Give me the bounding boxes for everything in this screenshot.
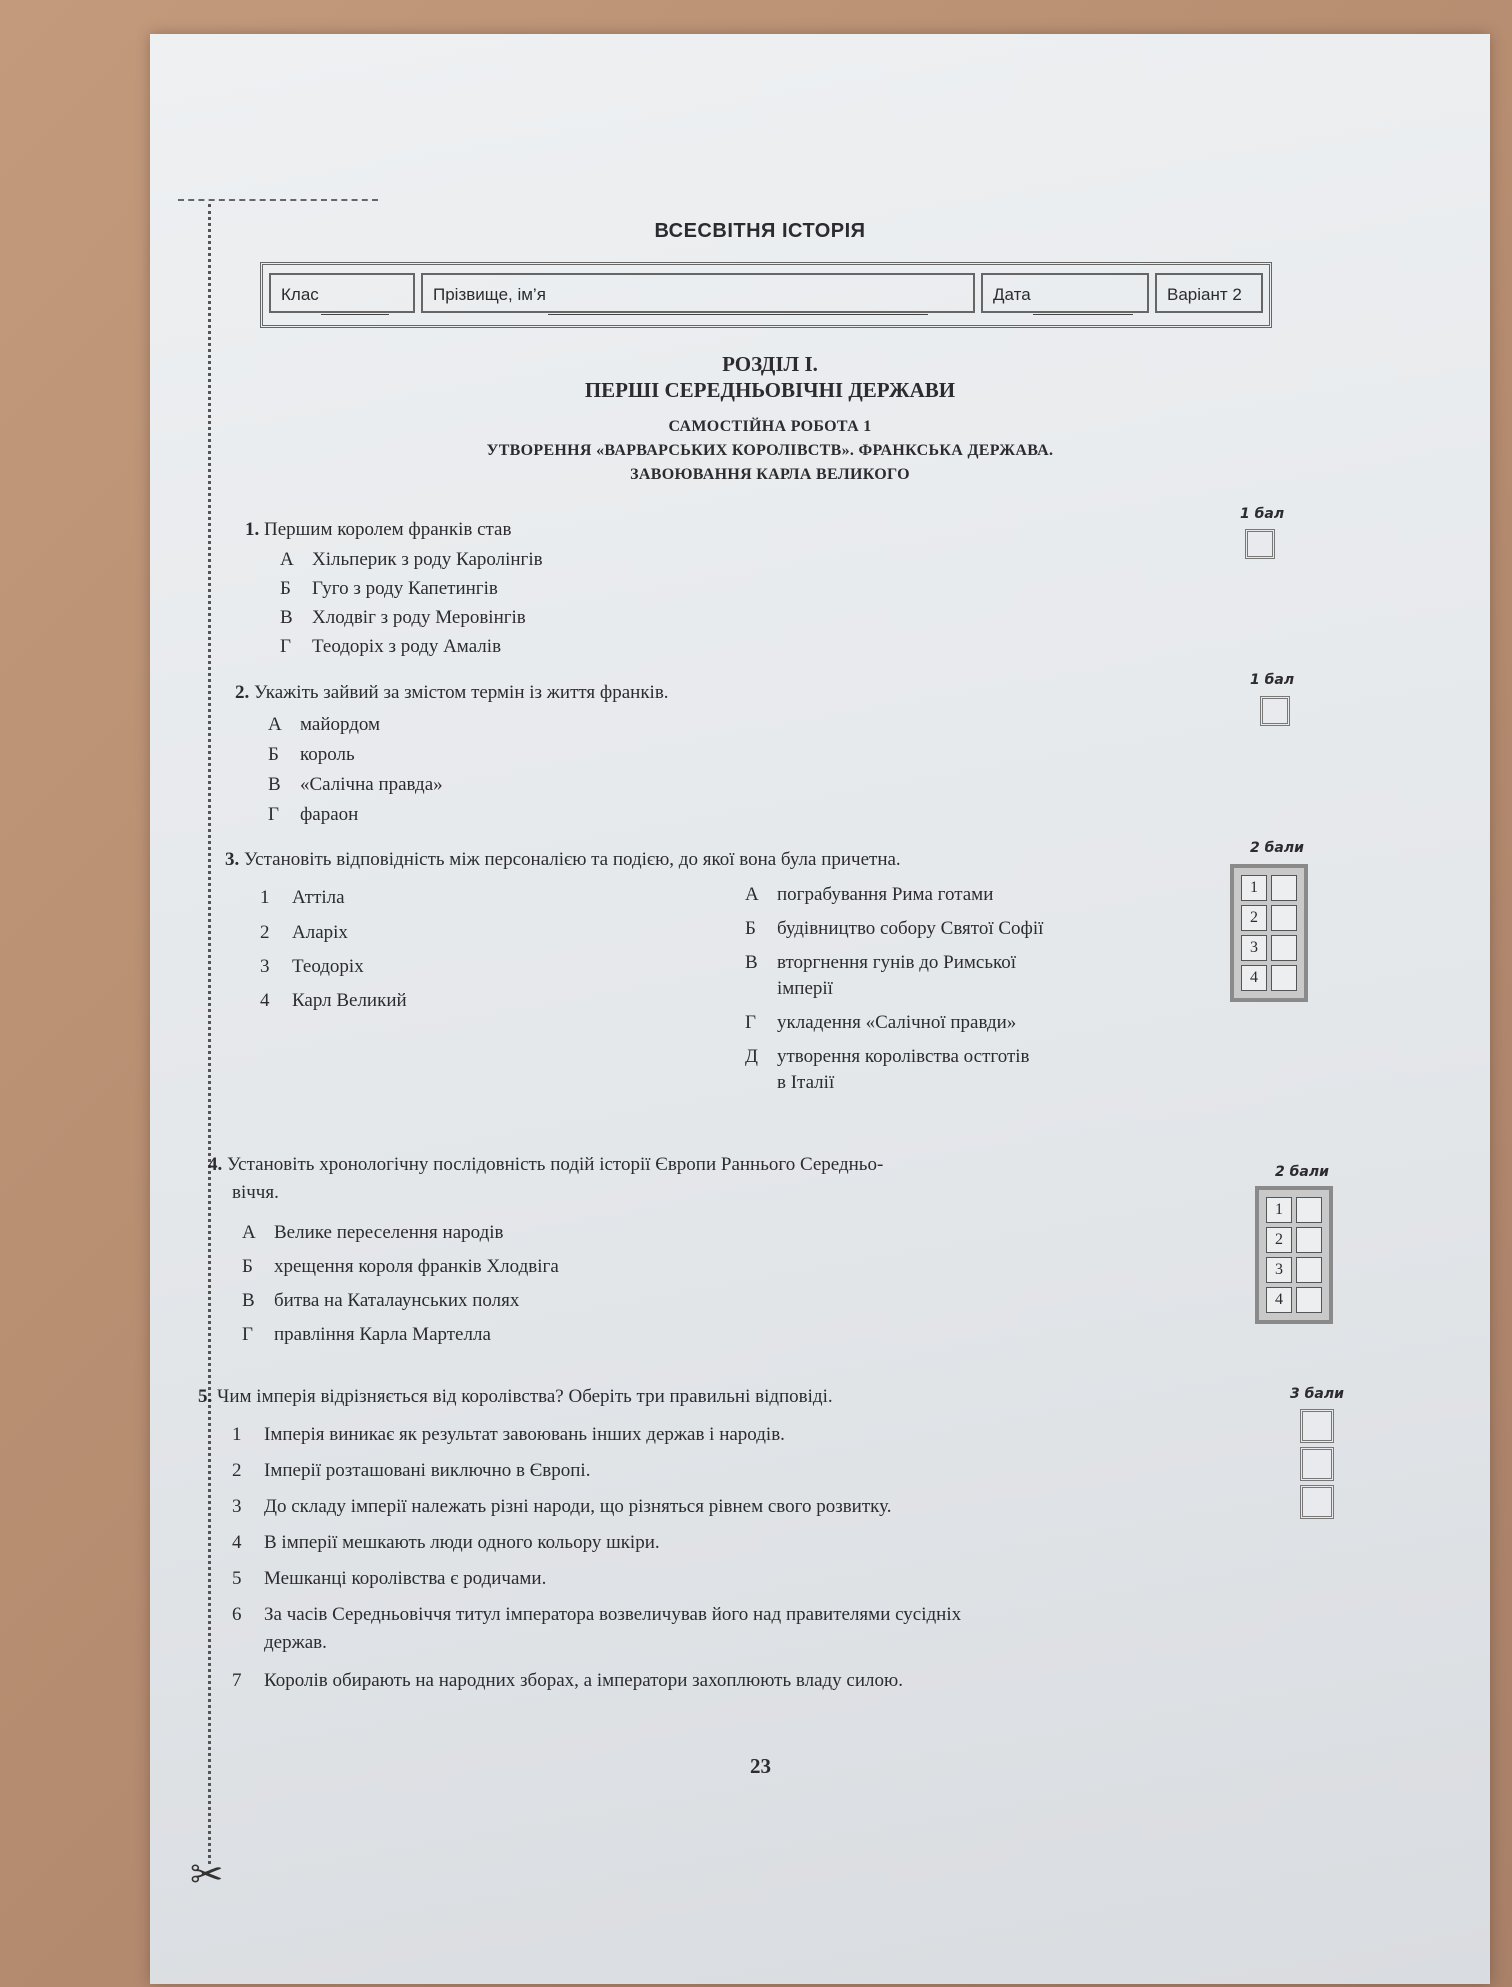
- q5-score: 3 бали: [1290, 1386, 1344, 1402]
- q3-answer-grid: [1230, 864, 1308, 1002]
- q3-event-v-cont: імперії: [777, 978, 833, 999]
- name-field[interactable]: [421, 273, 975, 313]
- q1-option-v: В Хлодвіг з роду Меровінгів: [280, 607, 526, 628]
- question-text: Першим королем франків став: [264, 519, 512, 540]
- q3-event-v: В вторгнення гунів до Римської: [745, 952, 1017, 973]
- section-subtitle: ПЕРШІ СЕРЕДНЬОВІЧНІ ДЕРЖАВИ: [584, 378, 956, 402]
- variant-label: Варіант 2: [1155, 273, 1263, 313]
- grid-row-label: 1: [1241, 875, 1267, 901]
- question-number: 3.: [225, 849, 240, 870]
- q2-option-v: В «Салічна правда»: [268, 774, 443, 795]
- answer-cell[interactable]: [1271, 875, 1297, 901]
- section-title: РОЗДІЛ І.: [722, 352, 818, 376]
- work-title: САМОСТІЙНА РОБОТА 1: [668, 418, 872, 435]
- q3-person-3: 3 Теодоріх: [260, 956, 364, 977]
- q3-person-1: 1 Аттіла: [260, 887, 345, 908]
- grid-row-label: 2: [1241, 905, 1267, 931]
- q4-option-h: Г правління Карла Мартелла: [242, 1324, 491, 1345]
- question-text: Установіть хронологічну послідовність подій історії Європи Раннього Середньо-: [227, 1154, 884, 1175]
- q5-option-2: 2 Імперії розташовані виключно в Європі.: [232, 1460, 591, 1481]
- q2-answer-box[interactable]: [1260, 696, 1290, 726]
- topic-line-1: УТВОРЕННЯ «ВАРВАРСЬКИХ КОРОЛІВСТВ». ФРАНКСЬКА ДЕРЖАВА.: [486, 442, 1054, 459]
- q5-option-5: 5 Мешканці королівства є родичами.: [232, 1568, 547, 1589]
- question-text: Укажіть зайвий за змістом термін із життя франків.: [254, 682, 669, 703]
- q3-person-4: 4 Карл Великий: [260, 990, 407, 1011]
- q3-score: 2 бали: [1250, 840, 1304, 856]
- q3-person-2: 2 Аларіх: [260, 922, 348, 943]
- answer-cell[interactable]: [1271, 905, 1297, 931]
- student-info-form: [260, 262, 1272, 328]
- answer-cell[interactable]: [1271, 965, 1297, 991]
- q1-option-b: Б Гуго з роду Капетингів: [280, 578, 498, 599]
- q2-option-h: Г фараон: [268, 804, 359, 825]
- q4-option-b: Б хрещення короля франків Хлодвіга: [242, 1256, 559, 1277]
- q4-option-a: А Велике переселення народів: [242, 1222, 504, 1243]
- answer-cell[interactable]: [1271, 935, 1297, 961]
- q5-option-4: 4 В імперії мешкають люди одного кольору шкіри.: [232, 1532, 660, 1553]
- class-label: Клас: [281, 285, 319, 304]
- answer-cell[interactable]: [1296, 1287, 1322, 1313]
- q3-event-d-cont: в Італії: [777, 1072, 835, 1093]
- q3-event-b: Б будівництво собору Святої Софії: [745, 918, 1044, 939]
- answer-cell[interactable]: [1296, 1227, 1322, 1253]
- date-label: Дата: [993, 285, 1031, 304]
- q2-option-a: А майордом: [268, 714, 381, 735]
- page-number: 23: [750, 1754, 771, 1778]
- question-4-cont: віччя.: [232, 1182, 279, 1203]
- q5-option-7: 7 Королів обирають на народних зборах, а імператори захоплюють владу силою.: [232, 1670, 903, 1691]
- question-text: Чим імперія відрізняється від королівства? Оберіть три правильні відповіді.: [217, 1386, 833, 1407]
- question-4: [208, 1154, 883, 1176]
- grid-row-label: 2: [1266, 1227, 1292, 1253]
- question-number: 4.: [208, 1154, 223, 1175]
- q3-event-d: Д утворення королівства остготів: [745, 1046, 1030, 1067]
- grid-row-label: 3: [1266, 1257, 1292, 1283]
- class-field[interactable]: [269, 273, 415, 313]
- grid-row-label: 4: [1241, 965, 1267, 991]
- question-number: 2.: [235, 682, 250, 703]
- grid-row-label: 1: [1266, 1197, 1292, 1223]
- q5-option-3: 3 До складу імперії належать різні народи, що різняться рівнем свого розвитку.: [232, 1496, 892, 1517]
- q5-option-6: 6 За часів Середньовіччя титул імператора возвеличував його над правителями сусідніх: [232, 1604, 962, 1625]
- answer-cell[interactable]: [1296, 1197, 1322, 1223]
- date-field[interactable]: [981, 273, 1149, 313]
- q5-option-6-cont: держав.: [264, 1632, 327, 1653]
- question-number: 1.: [245, 519, 260, 540]
- q1-option-h: Г Теодоріх з роду Амалів: [280, 636, 502, 657]
- question-5: [198, 1386, 833, 1408]
- answer-cell[interactable]: [1296, 1257, 1322, 1283]
- question-3: [225, 849, 901, 871]
- worksheet-page: [150, 34, 1490, 1984]
- q5-answer-box-3[interactable]: [1300, 1485, 1334, 1519]
- name-label: Прізвище, ім’я: [433, 285, 546, 304]
- question-text: Установіть відповідність між персоналією та подією, до якої вона була причетна.: [244, 849, 901, 870]
- q3-event-h: Г укладення «Салічної правди»: [745, 1012, 1017, 1033]
- q2-score: 1 бал: [1250, 672, 1295, 688]
- grid-row-label: 4: [1266, 1287, 1292, 1313]
- question-2: [235, 682, 669, 704]
- q5-option-1: 1 Імперія виникає як результат завоювань інших держав і народів.: [232, 1424, 785, 1445]
- q4-option-v: В битва на Каталаунських полях: [242, 1290, 520, 1311]
- topic-line-2: ЗАВОЮВАННЯ КАРЛА ВЕЛИКОГО: [630, 466, 910, 483]
- scissors-icon: ✂: [190, 1852, 224, 1898]
- q4-score: 2 бали: [1275, 1164, 1329, 1180]
- q2-option-b: Б король: [268, 744, 355, 765]
- q1-score: 1 бал: [1240, 506, 1285, 522]
- q4-answer-grid: [1255, 1186, 1333, 1324]
- question-number: 5.: [198, 1386, 213, 1407]
- q1-answer-box[interactable]: [1245, 529, 1275, 559]
- question-1: [245, 519, 511, 541]
- grid-row-label: 3: [1241, 935, 1267, 961]
- cut-line-top: [178, 199, 378, 201]
- q5-answer-box-2[interactable]: [1300, 1447, 1334, 1481]
- q1-option-a: А Хільперик з роду Каролінгів: [280, 549, 543, 570]
- q3-event-a: А пограбування Рима готами: [745, 884, 994, 905]
- q5-answer-box-1[interactable]: [1300, 1409, 1334, 1443]
- subject-title: ВСЕСВІТНЯ ІСТОРІЯ: [654, 220, 866, 242]
